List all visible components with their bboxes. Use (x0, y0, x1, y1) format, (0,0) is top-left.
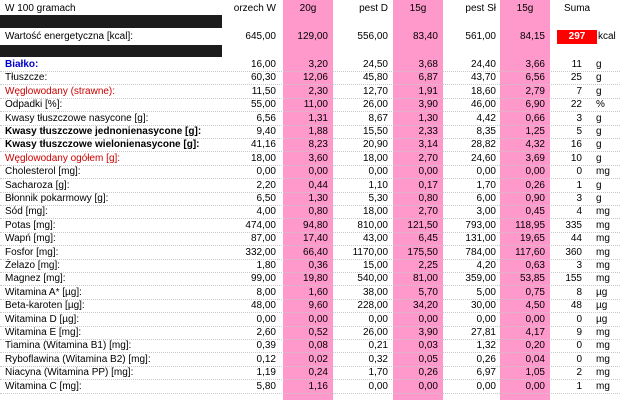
cell-15g-d[interactable]: 0,00 (418, 314, 438, 325)
cell-15g-d[interactable]: 0,05 (418, 354, 438, 365)
cell-15g-d[interactable]: 6,45 (418, 233, 438, 244)
cell-15g-d[interactable]: 6,87 (418, 72, 438, 83)
energy-sum: 297 (568, 31, 586, 42)
cell-15g-s[interactable]: 0,63 (525, 260, 545, 271)
cell-15g-s[interactable]: 0,04 (525, 354, 545, 365)
cell-unit: mg (596, 247, 610, 258)
cell-orzech[interactable]: 41,16 (250, 139, 276, 150)
cell-unit: mg (596, 367, 610, 378)
cell-15g-s[interactable]: 3,69 (525, 153, 545, 164)
cell-suma[interactable]: 44 (570, 233, 582, 244)
row-label: Węglowodany ogółem [g]: (5, 153, 121, 164)
cell-pest-d[interactable]: 810,00 (357, 220, 388, 231)
energy-unit: kcal (598, 31, 616, 42)
cell-20g[interactable]: 66,40 (302, 247, 328, 258)
row-label: Białko: (5, 59, 39, 70)
cell-15g-d[interactable]: 1,30 (418, 113, 438, 124)
cell-15g-d[interactable]: 81,00 (412, 273, 438, 284)
cell-15g-d[interactable]: 0,03 (418, 340, 438, 351)
cell-orzech[interactable]: 0,12 (256, 354, 276, 365)
cell-orzech[interactable]: 1,80 (256, 260, 276, 271)
cell-15g-s[interactable]: 0,00 (525, 314, 545, 325)
row-label: Niacyna (Witamina PP) [mg]: (5, 367, 134, 378)
cell-orzech[interactable]: 4,00 (256, 206, 276, 217)
cell-15g-d[interactable]: 0,80 (418, 193, 438, 204)
energy-label: Wartość energetyczna [kcal]: (5, 31, 134, 42)
row-separator (0, 393, 620, 394)
cell-15g-d[interactable]: 1,91 (418, 86, 438, 97)
row-label: Sacharoza [g]: (5, 180, 70, 191)
cell-orzech[interactable]: 60,30 (250, 72, 276, 83)
cell-20g[interactable]: 1,31 (308, 113, 328, 124)
cell-15g-s[interactable]: 19,65 (519, 233, 545, 244)
col-header-15g-s: 15g (516, 3, 534, 14)
cell-orzech[interactable]: 2,20 (256, 180, 276, 191)
cell-20g[interactable]: 3,20 (308, 59, 328, 70)
cell-pest-s[interactable]: 28,82 (470, 139, 496, 150)
cell-pest-s[interactable]: 793,00 (465, 220, 496, 231)
row-label: Cholesterol [mg]: (5, 166, 81, 177)
cell-unit: mg (596, 273, 610, 284)
cell-pest-s[interactable]: 0,00 (476, 166, 496, 177)
cell-20g[interactable]: 0,08 (308, 340, 328, 351)
cell-unit: mg (596, 327, 610, 338)
cell-orzech[interactable]: 1,19 (256, 367, 276, 378)
cell-pest-d[interactable]: 0,00 (368, 314, 388, 325)
cell-15g-d[interactable]: 3,90 (418, 99, 438, 110)
cell-pest-d[interactable]: 18,00 (362, 206, 388, 217)
col-header-orzech: orzech W (233, 3, 276, 14)
cell-15g-s[interactable]: 3,66 (525, 59, 545, 70)
energy-15g-d[interactable]: 83,40 (412, 31, 438, 42)
col-header-15g-d: 15g (409, 3, 427, 14)
cell-15g-d[interactable]: 2,70 (418, 153, 438, 164)
cell-unit: g (596, 193, 602, 204)
cell-unit: g (596, 72, 602, 83)
cell-20g[interactable]: 1,60 (308, 287, 328, 298)
row-separator (0, 218, 620, 219)
col-header-pest-s: pest Sł (465, 3, 496, 14)
cell-suma[interactable]: 16 (570, 139, 582, 150)
cell-pest-d[interactable]: 1,70 (368, 367, 388, 378)
cell-suma[interactable]: 335 (565, 220, 582, 231)
cell-suma[interactable]: 0 (576, 340, 582, 351)
cell-pest-d[interactable]: 45,80 (362, 72, 388, 83)
cell-20g[interactable]: 17,40 (302, 233, 328, 244)
cell-pest-s[interactable]: 4,20 (476, 260, 496, 271)
cell-20g[interactable]: 1,16 (308, 381, 328, 392)
cell-15g-s[interactable]: 53,85 (519, 273, 545, 284)
cell-orzech[interactable]: 55,00 (250, 99, 276, 110)
energy-pest-s[interactable]: 561,00 (465, 31, 496, 42)
cell-suma[interactable]: 155 (565, 273, 582, 284)
cell-unit: % (596, 99, 605, 110)
cell-pest-d[interactable]: 43,00 (362, 233, 388, 244)
row-separator (0, 151, 620, 152)
row-label: Magnez [mg]: (5, 273, 66, 284)
cell-pest-d[interactable]: 1170,00 (352, 247, 388, 258)
cell-20g[interactable]: 2,30 (308, 86, 328, 97)
cell-orzech[interactable]: 16,00 (250, 59, 276, 70)
cell-pest-d[interactable]: 12,70 (362, 86, 388, 97)
cell-suma[interactable]: 22 (570, 99, 582, 110)
cell-15g-s[interactable]: 0,66 (525, 113, 545, 124)
cell-15g-s[interactable]: 6,56 (525, 72, 545, 83)
cell-15g-d[interactable]: 3,14 (418, 139, 438, 150)
cell-15g-d[interactable]: 2,70 (418, 206, 438, 217)
cell-unit: g (596, 86, 602, 97)
cell-orzech[interactable]: 332,00 (245, 247, 276, 258)
cell-15g-s[interactable]: 6,90 (525, 99, 545, 110)
cell-pest-d[interactable]: 0,32 (368, 354, 388, 365)
cell-pest-d[interactable]: 15,00 (362, 260, 388, 271)
cell-unit: g (596, 113, 602, 124)
cell-20g[interactable]: 3,60 (308, 153, 328, 164)
cell-15g-s[interactable]: 4,32 (525, 139, 545, 150)
cell-suma[interactable]: 0 (576, 166, 582, 177)
energy-orzech[interactable]: 645,00 (245, 31, 276, 42)
cell-15g-d[interactable]: 3,90 (418, 327, 438, 338)
cell-orzech[interactable]: 48,00 (250, 300, 276, 311)
cell-15g-s[interactable]: 4,50 (525, 300, 545, 311)
cell-pest-s[interactable]: 30,00 (470, 300, 496, 311)
row-label: Witamina A* [µg]: (5, 287, 82, 298)
cell-20g[interactable]: 1,88 (308, 126, 328, 137)
cell-15g-s[interactable]: 0,45 (525, 206, 545, 217)
row-label: Kwasy tłuszczowe nasycone [g]: (5, 113, 149, 124)
row-label: Witamina C [mg]: (5, 381, 82, 392)
cell-suma[interactable]: 2 (576, 367, 582, 378)
cell-15g-s[interactable]: 1,05 (525, 367, 545, 378)
cell-pest-s[interactable]: 359,00 (465, 273, 496, 284)
row-separator (0, 312, 620, 313)
row-label: Fosfor [mg]: (5, 247, 59, 258)
cell-20g[interactable]: 11,00 (303, 99, 328, 110)
cell-20g[interactable]: 0,80 (308, 206, 328, 217)
cell-pest-s[interactable]: 27,81 (470, 327, 496, 338)
cell-suma[interactable]: 3 (576, 260, 582, 271)
cell-orzech[interactable]: 6,50 (256, 193, 276, 204)
cell-20g[interactable]: 0,44 (308, 180, 328, 191)
row-label: Wapń [mg]: (5, 233, 56, 244)
cell-pest-s[interactable]: 1,70 (476, 180, 496, 191)
cell-15g-s[interactable]: 1,25 (525, 126, 545, 137)
cell-15g-d[interactable]: 0,26 (418, 367, 438, 378)
cell-pest-d[interactable]: 0,00 (368, 381, 388, 392)
cell-pest-d[interactable]: 5,30 (368, 193, 388, 204)
cell-pest-d[interactable]: 20,90 (362, 139, 388, 150)
cell-pest-d[interactable]: 8,67 (368, 113, 388, 124)
cell-suma[interactable]: 3 (576, 193, 582, 204)
cell-15g-s[interactable]: 0,75 (525, 287, 545, 298)
cell-15g-d[interactable]: 2,25 (418, 260, 438, 271)
cell-pest-s[interactable]: 3,00 (476, 206, 496, 217)
cell-suma[interactable]: 5 (576, 126, 582, 137)
cell-pest-s[interactable]: 24,40 (470, 59, 496, 70)
cell-20g[interactable]: 0,02 (308, 354, 328, 365)
cell-15g-d[interactable]: 175,50 (407, 247, 438, 258)
cell-unit: g (596, 59, 602, 70)
cell-suma[interactable]: 1 (576, 381, 582, 392)
cell-pest-s[interactable]: 1,32 (476, 340, 496, 351)
cell-suma[interactable]: 0 (576, 354, 582, 365)
cell-20g[interactable]: 0,00 (308, 314, 328, 325)
col-header-20g: 20g (299, 3, 317, 14)
cell-orzech[interactable]: 2,60 (256, 327, 276, 338)
cell-orzech[interactable]: 0,00 (256, 314, 276, 325)
cell-15g-s[interactable]: 118,95 (515, 220, 545, 231)
cell-pest-s[interactable]: 6,00 (476, 193, 496, 204)
cell-unit: µg (596, 300, 608, 311)
cell-20g[interactable]: 0,36 (308, 260, 328, 271)
cell-unit: mg (596, 381, 610, 392)
cell-suma[interactable]: 25 (570, 72, 582, 83)
col-header-suma: Suma (564, 3, 591, 14)
row-label: Tłuszcze: (5, 72, 48, 83)
cell-unit: mg (596, 260, 610, 271)
cell-suma[interactable]: 11 (571, 59, 582, 70)
cell-15g-d[interactable]: 5,70 (418, 287, 438, 298)
row-separator (0, 111, 620, 112)
cell-pest-s[interactable]: 18,60 (470, 86, 496, 97)
cell-orzech[interactable]: 6,56 (256, 113, 276, 124)
cell-unit: µg (596, 287, 608, 298)
cell-15g-s[interactable]: 4,17 (525, 327, 545, 338)
row-label: Kwasy tłuszczowe jednonienasycone [g]: (5, 126, 202, 137)
cell-suma[interactable]: 360 (565, 247, 582, 258)
row-separator (0, 352, 620, 353)
cell-orzech[interactable]: 18,00 (250, 153, 276, 164)
cell-pest-d[interactable]: 38,00 (362, 287, 388, 298)
cell-unit: g (596, 153, 602, 164)
cell-suma[interactable]: 9 (576, 327, 582, 338)
row-label: Ryboflawina (Witamina B2) [mg]: (5, 354, 151, 365)
cell-pest-s[interactable]: 4,42 (476, 113, 496, 124)
row-label: Tiamina (Witamina B1) [mg]: (5, 340, 132, 351)
cell-15g-d[interactable]: 34,20 (412, 300, 438, 311)
sheet-title: W 100 gramach (5, 3, 76, 14)
cell-unit: mg (596, 166, 610, 177)
cell-pest-d[interactable]: 0,21 (368, 340, 388, 351)
cell-orzech[interactable]: 8,00 (256, 287, 276, 298)
cell-suma[interactable]: 7 (576, 86, 582, 97)
cell-orzech[interactable]: 5,80 (256, 381, 276, 392)
energy-15g-s[interactable]: 84,15 (519, 31, 545, 42)
cell-20g[interactable]: 1,30 (308, 193, 328, 204)
dark-bar-top (0, 15, 222, 28)
cell-15g-s[interactable]: 0,20 (525, 340, 545, 351)
cell-unit: mg (596, 340, 610, 351)
cell-20g[interactable]: 9,60 (308, 300, 328, 311)
cell-pest-d[interactable]: 26,00 (362, 99, 388, 110)
row-label: Węglowodany (strawne): (5, 86, 116, 97)
cell-pest-d[interactable]: 15,50 (362, 126, 388, 137)
cell-orzech[interactable]: 11,50 (251, 86, 276, 97)
cell-15g-s[interactable]: 0,26 (525, 180, 545, 191)
cell-pest-d[interactable]: 18,00 (362, 153, 388, 164)
row-label: Żelazo [mg]: (5, 260, 61, 271)
cell-pest-s[interactable]: 0,26 (476, 354, 496, 365)
cell-pest-s[interactable]: 6,97 (476, 367, 496, 378)
cell-20g[interactable]: 8,23 (308, 139, 328, 150)
cell-unit: g (596, 126, 602, 137)
cell-orzech[interactable]: 474,00 (245, 220, 276, 231)
energy-pest-d[interactable]: 556,00 (357, 31, 388, 42)
row-separator (0, 285, 620, 286)
cell-pest-s[interactable]: 131,00 (465, 233, 496, 244)
cell-20g[interactable]: 0,52 (308, 327, 328, 338)
cell-unit: g (596, 180, 602, 191)
row-label: Błonnik pokarmowy [g]: (5, 193, 109, 204)
cell-orzech[interactable]: 0,39 (256, 340, 276, 351)
cell-orzech[interactable]: 99,00 (250, 273, 276, 284)
cell-15g-s[interactable]: 0,00 (525, 166, 545, 177)
cell-15g-s[interactable]: 0,00 (525, 381, 545, 392)
row-label: Kwasy tłuszczowe wielonienasycone [g]: (5, 139, 200, 150)
row-label: Beta-karoten [µg]: (5, 300, 85, 311)
cell-suma[interactable]: 8 (576, 287, 582, 298)
cell-20g[interactable]: 19,80 (302, 273, 328, 284)
row-label: Witamina D [µg]: (5, 314, 80, 325)
cell-suma[interactable]: 0 (576, 314, 582, 325)
cell-pest-d[interactable]: 228,00 (357, 300, 388, 311)
energy-20g[interactable]: 129,00 (297, 31, 328, 42)
row-separator (0, 379, 620, 380)
cell-pest-d[interactable]: 1,10 (368, 180, 388, 191)
cell-unit: g (596, 139, 602, 150)
cell-pest-d[interactable]: 540,00 (357, 273, 388, 284)
cell-15g-d[interactable]: 121,50 (407, 220, 438, 231)
cell-20g[interactable]: 94,80 (302, 220, 328, 231)
cell-orzech[interactable]: 87,00 (250, 233, 276, 244)
cell-suma[interactable]: 3 (576, 113, 582, 124)
row-label: Odpadki [%]: (5, 99, 63, 110)
cell-pest-s[interactable]: 5,00 (476, 287, 496, 298)
cell-15g-d[interactable]: 2,33 (418, 126, 438, 137)
cell-pest-s[interactable]: 43,70 (470, 72, 496, 83)
cell-unit: mg (596, 354, 610, 365)
cell-15g-d[interactable]: 0,00 (418, 381, 438, 392)
cell-unit: mg (596, 233, 610, 244)
cell-15g-d[interactable]: 0,00 (418, 166, 438, 177)
col-header-pest-d: pest D (359, 3, 388, 14)
cell-unit: mg (596, 206, 610, 217)
cell-15g-d[interactable]: 0,17 (418, 180, 438, 191)
row-separator (0, 178, 620, 179)
row-separator (0, 84, 620, 85)
energy-sum-box[interactable] (557, 30, 597, 44)
cell-suma[interactable]: 48 (570, 300, 582, 311)
cell-pest-s[interactable]: 784,00 (465, 247, 496, 258)
cell-20g[interactable]: 0,24 (308, 367, 328, 378)
cell-pest-s[interactable]: 8,35 (476, 126, 496, 137)
cell-15g-s[interactable]: 2,79 (525, 86, 545, 97)
cell-pest-s[interactable]: 46,00 (470, 99, 496, 110)
cell-suma[interactable]: 4 (576, 206, 582, 217)
cell-suma[interactable]: 1 (576, 180, 582, 191)
cell-15g-d[interactable]: 3,68 (418, 59, 438, 70)
cell-unit: mg (596, 220, 610, 231)
row-label: Sód [mg]: (5, 206, 48, 217)
cell-pest-d[interactable]: 26,00 (362, 327, 388, 338)
cell-pest-d[interactable]: 24,50 (362, 59, 388, 70)
cell-pest-d[interactable]: 0,00 (368, 166, 388, 177)
cell-orzech[interactable]: 0,00 (256, 166, 276, 177)
row-separator (0, 245, 620, 246)
cell-20g[interactable]: 12,06 (302, 72, 328, 83)
dark-bar-bottom (0, 45, 222, 57)
row-label: Potas [mg]: (5, 220, 56, 231)
cell-20g[interactable]: 0,00 (308, 166, 328, 177)
cell-suma[interactable]: 10 (570, 153, 582, 164)
cell-pest-s[interactable]: 24,60 (470, 153, 496, 164)
cell-unit: µg (596, 314, 608, 325)
cell-15g-s[interactable]: 117,60 (515, 247, 545, 258)
cell-orzech[interactable]: 9,40 (256, 126, 276, 137)
cell-pest-s[interactable]: 0,00 (476, 381, 496, 392)
row-label: Witamina E [mg]: (5, 327, 82, 338)
cell-15g-s[interactable]: 0,90 (525, 193, 545, 204)
cell-pest-s[interactable]: 0,00 (476, 314, 496, 325)
